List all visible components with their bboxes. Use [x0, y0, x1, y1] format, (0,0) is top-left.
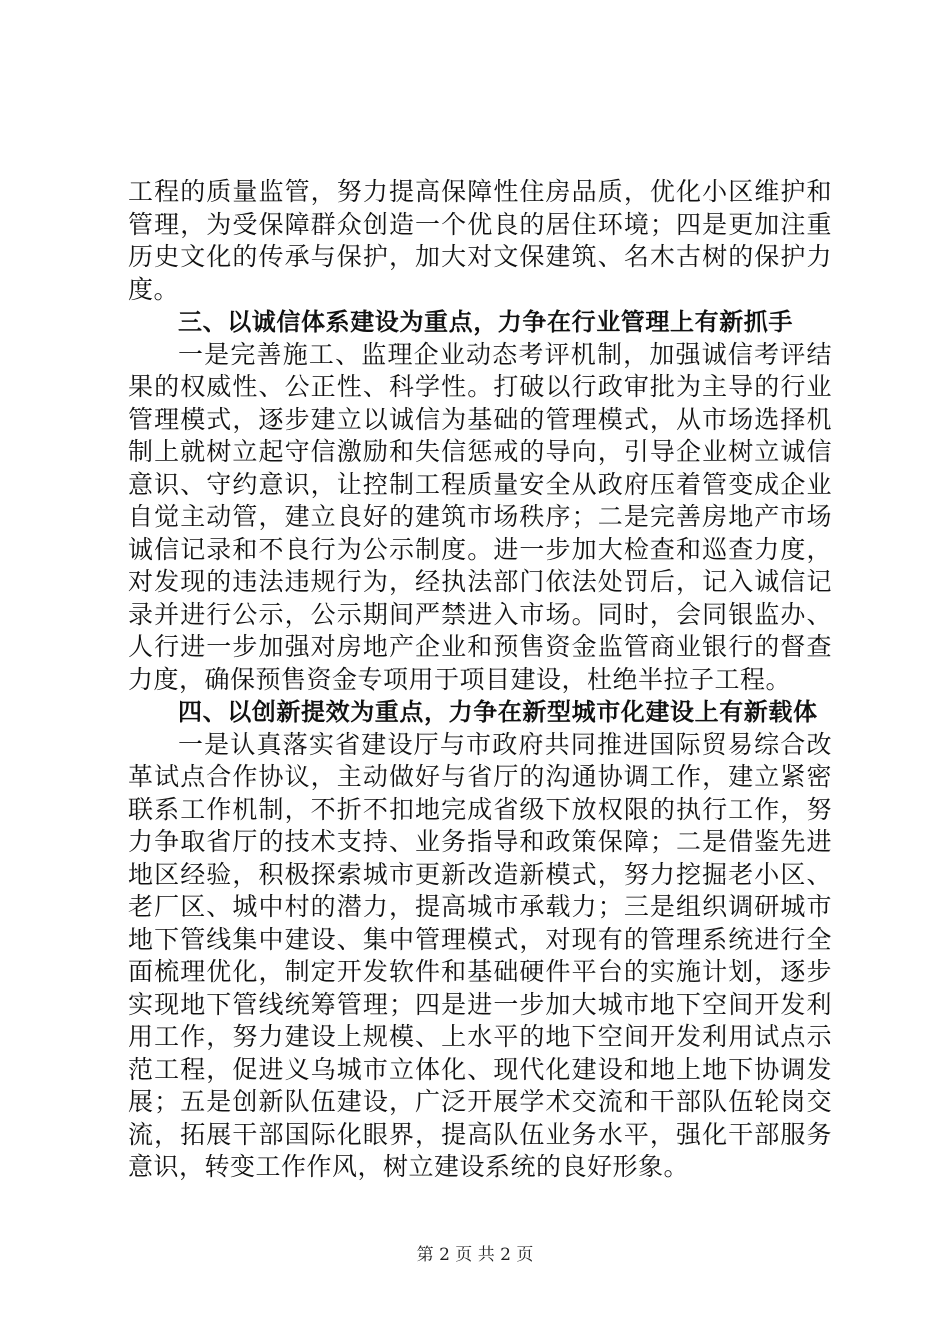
paragraph-section-four-body: 一是认真落实省建设厅与市政府共同推进国际贸易综合改革试点合作协议，主动做好与省厅的沟通协调工作，建立紧密联系工作机制，不折不扣地完成省级下放权限的执行工作，努力争取省厅的技术支持、业务指导和政策保障；二是借鉴先进地区经验，积极探索城市更新改造新模式，努力挖掘老小区、老厂区、城中村的潜力，提高城市承载力；三是组织调研城市地下管线集中建设、集中管理模式，对现有的管理系统进行全面梳理优化，制定开发软件和基础硬件平台的实施计划，逐步实现地下管线统筹管理；四是进一步加大城市地下空间开发利用工作，努力建设上规模、上水平的地下空间开发利用试点示范工程，促进义乌城市立体化、现代化建设和地上地下协调发展；五是创新队伍建设，广泛开展学术交流和干部队伍轮岗交流，拓展干部国际化眼界，提高队伍业务水平，强化干部服务意识，转变工作作风，树立建设系统的良好形象。: [128, 729, 832, 1181]
section-heading-three: 三、以诚信体系建设为重点，力争在行业管理上有新抓手: [178, 308, 793, 336]
paragraph-section-three-body: 一是完善施工、监理企业动态考评机制，加强诚信考评结果的权威性、公正性、科学性。打破以行政审批为主导的行业管理模式，逐步建立以诚信为基础的管理模式，从市场选择机制上就树立起守信激励和失信惩戒的导向，引导企业树立诚信意识、守约意识，让控制工程质量安全从政府压着管变成企业自觉主动管，建立良好的建筑市场秩序；二是完善房地产市场诚信记录和不良行为公示制度。进一步加大检查和巡查力度，对发现的违法违规行为，经执法部门依法处罚后，记入诚信记录并进行公示，公示期间严禁进入市场。同时，会同银监办、人行进一步加强对房地产企业和预售资金监管商业银行的督查力度，确保预售资金专项用于项目建设，杜绝半拉子工程。: [128, 339, 832, 694]
section-heading-four: 四、以创新提效为重点，力争在新型城市化建设上有新载体: [178, 698, 818, 726]
page-number-footer: 第 2 页 共 2 页: [416, 1245, 534, 1265]
paragraph-continued-body: 工程的质量监管，努力提高保障性住房品质，优化小区维护和管理，为受保障群众创造一个优良的居住环境；四是更加注重历史文化的传承与保护，加大对文保建筑、名木古树的保护力度。: [128, 177, 832, 304]
document-body: [128, 176, 832, 1184]
